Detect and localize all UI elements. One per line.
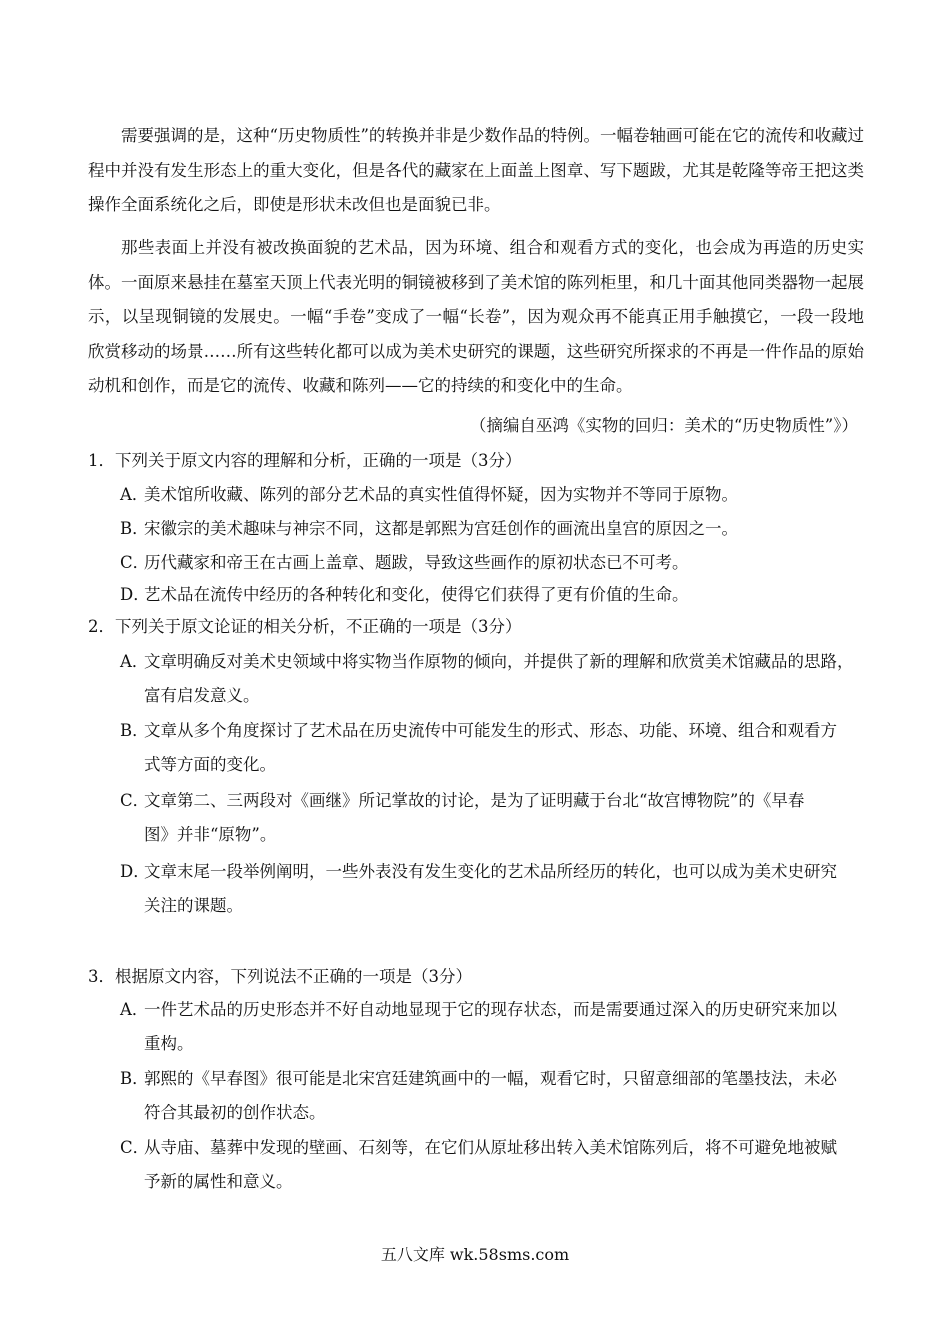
option-text: 从寺庙、墓葬中发现的壁画、石刻等，在它们从原址移出转入美术馆陈列后，将不可避免地被赋: [144, 1138, 837, 1157]
option-text: 文章末尾一段举例阐明，一些外表没有发生变化的艺术品所经历的转化，也可以成为美术史研究: [144, 862, 837, 881]
question-3-option-a: [120, 993, 864, 1060]
page-footer-watermark: 五八文库 wk.58sms.com: [380, 1245, 570, 1264]
option-text: 宋徽宗的美术趣味与神宗不同，这都是郭熙为宫廷创作的画流出皇宫的原因之一。: [144, 519, 738, 538]
question-2-option-a: [120, 645, 864, 712]
option-letter: C．: [120, 1138, 150, 1157]
option-text: 郭熙的《早春图》很可能是北宋宫廷建筑画中的一幅，观看它时，只留意细部的笔墨技法，未必: [144, 1069, 837, 1088]
option-text-continued: 关注的课题。: [144, 895, 243, 915]
option-letter: B．: [120, 519, 149, 538]
question-1-stem: 1．下列关于原文内容的理解和分析，正确的一项是（3分）: [88, 451, 522, 470]
body-paragraph-1: 需要强调的是，这种“历史物质性”的转换并非是少数作品的特例。一幅卷轴画可能在它的流传和收藏过程中并没有发生形态上的重大变化，但是各代的藏家在上面盖上图章、写下题跋，尤其是乾隆等帝王把这类操作全面系统化之后，即使是形状未改但也是面貌已非。: [88, 126, 864, 214]
option-text: 文章从多个角度探讨了艺术品在历史流传中可能发生的形式、形态、功能、环境、组合和观看方: [144, 721, 837, 740]
option-text-continued: 图》并非“原物”。: [144, 824, 277, 844]
option-letter: D．: [120, 862, 150, 881]
option-text-continued: 式等方面的变化。: [144, 754, 276, 774]
question-3-option-c: [120, 1131, 864, 1198]
option-letter: D．: [120, 585, 150, 604]
option-text: 一件艺术品的历史形态并不好自动地显现于它的现存状态，而是需要通过深入的历史研究来加以: [144, 1000, 837, 1019]
option-letter: C．: [120, 553, 150, 572]
question-1-option-c: [120, 546, 864, 580]
question-3-stem: 3．根据原文内容，下列说法不正确的一项是（3分）: [88, 967, 472, 986]
question-2-option-b: [120, 714, 864, 781]
option-text-continued: 予新的属性和意义。: [144, 1171, 293, 1191]
option-letter: A．: [120, 1000, 149, 1019]
option-text: 历代藏家和帝王在古画上盖章、题跋，导致这些画作的原初状态已不可考。: [144, 553, 689, 572]
option-letter: A．: [120, 485, 149, 504]
question-1-option-d: [120, 578, 864, 612]
option-text-continued: 重构。: [144, 1033, 194, 1053]
source-citation: （摘编自巫鸿《实物的回归：美术的“历史物质性”》）: [469, 416, 858, 435]
body-paragraph-2: 那些表面上并没有被改换面貌的艺术品，因为环境、组合和观看方式的变化，也会成为再造的历史实体。一面原来悬挂在墓室天顶上代表光明的铜镜被移到了美术馆的陈列柜里，和几十面其他同类器物一起展示，以呈现铜镜的发展史。一幅“手卷”变成了一幅“长卷”，因为观众再不能真正用手触摸它，一段一段地欣赏移动的场景……所有这些转化都可以成为美术史研究的课题，这些研究所探求的不再是一件作品的原始动机和创作，而是它的流传、收藏和陈列——它的持续的和变化中的生命。: [88, 238, 864, 395]
option-text: 美术馆所收藏、陈列的部分艺术品的真实性值得怀疑，因为实物并不等同于原物。: [144, 485, 738, 504]
question-1-option-b: [120, 512, 864, 546]
option-text: 文章第二、三两段对《画继》所记掌故的讨论，是为了证明藏于台北“故宫博物院”的《早春: [144, 791, 805, 810]
option-letter: C．: [120, 791, 150, 810]
option-text: 文章明确反对美术史领域中将实物当作原物的倾向，并提供了新的理解和欣赏美术馆藏品的思路，: [144, 652, 854, 671]
option-letter: A．: [120, 652, 149, 671]
question-1-option-a: [120, 478, 864, 512]
question-2-option-d: [120, 855, 864, 922]
question-2-option-c: [120, 784, 864, 851]
option-text-continued: 富有启发意义。: [144, 685, 260, 705]
option-text: 艺术品在流传中经历的各种转化和变化，使得它们获得了更有价值的生命。: [144, 585, 689, 604]
question-2-stem: 2．下列关于原文论证的相关分析，不正确的一项是（3分）: [88, 617, 522, 636]
option-text-continued: 符合其最初的创作状态。: [144, 1102, 326, 1122]
question-3-option-b: [120, 1062, 864, 1129]
option-letter: B．: [120, 721, 149, 740]
option-letter: B．: [120, 1069, 149, 1088]
